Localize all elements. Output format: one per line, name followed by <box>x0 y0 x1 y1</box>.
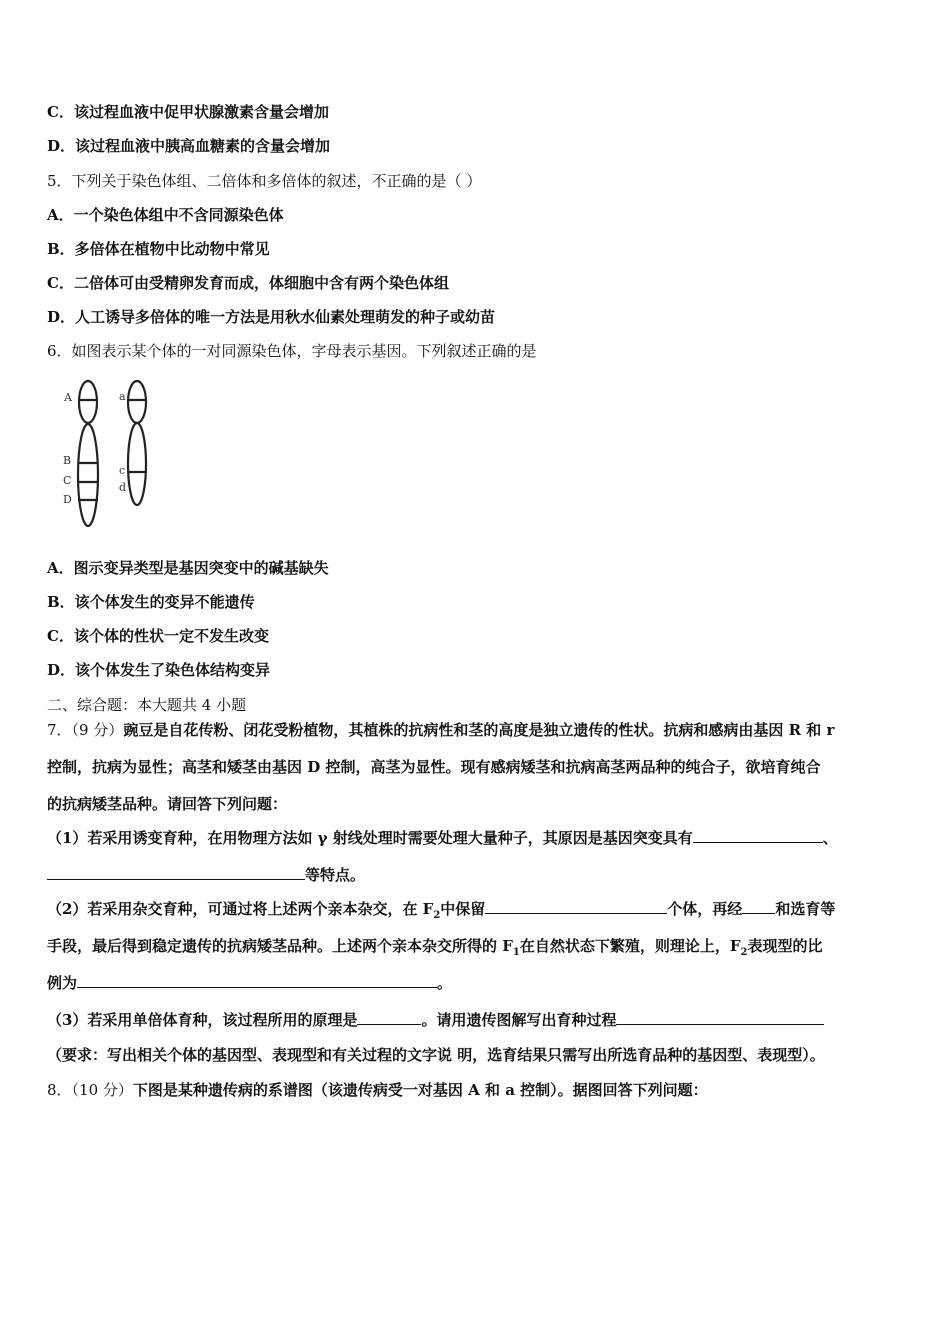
q5-option-a: A．一个染色体组中不含同源染色体 <box>47 206 284 224</box>
q6-option-d: D．该个体发生了染色体结构变异 <box>47 661 271 679</box>
gene-label-D: D <box>63 493 72 506</box>
chromosome-diagram <box>55 378 165 530</box>
q7-part2-line1: （2）若采用杂交育种，可通过将上述两个亲本杂交，在 $F_2$中保留 个体，再经 和选育等 <box>47 900 836 921</box>
q5-option-d: D．人工诱导多倍体的唯一方法是用秋水仙素处理萌发的种子或幼苗 <box>47 308 496 326</box>
answer-blank[interactable] <box>485 899 667 914</box>
q8-number: 8．（10 分） <box>47 1081 133 1099</box>
q7-stem-line3: 的抗病矮茎品种。请回答下列问题： <box>47 795 288 813</box>
answer-blank[interactable] <box>742 899 775 914</box>
answer-blank[interactable] <box>47 865 305 880</box>
q6-option-b: B．该个体发生的变异不能遗传 <box>47 593 255 611</box>
q5-stem: 5．下列关于染色体组、二倍体和多倍体的叙述，不正确的是（ ） <box>47 172 482 190</box>
answer-blank[interactable] <box>616 1010 824 1025</box>
section-heading: 二、综合题：本大题共 4 小题 <box>47 696 247 714</box>
gene-label-C: C <box>63 474 72 487</box>
q7-stem-line2: 控制，抗病为显性；高茎和矮茎由基因 D 控制，高茎为显性。现有感病矮茎和抗病高茎两品种的纯合子，欲培育纯合 <box>47 758 821 776</box>
gene-label-c: c <box>119 464 126 477</box>
q5-option-b: B．多倍体在植物中比动物中常见 <box>47 240 270 258</box>
q7-part3-line2: （要求：写出相关个体的基因型、表现型和有关过程的文字说 明，选育结果只需写出所选育品种的基因型、表现型）。 <box>47 1046 825 1064</box>
gene-label-d: d <box>119 481 127 494</box>
q4-option-d: D．该过程血液中胰高血糖素的含量会增加 <box>47 137 331 155</box>
left-chromosome <box>78 381 98 526</box>
right-chromosome <box>128 381 146 505</box>
q6-option-c: C．该个体的性状一定不发生改变 <box>47 627 269 645</box>
q7-part3-line1: （3）若采用单倍体育种，该过程所用的原理是 。请用遗传图解写出育种过程 <box>47 1010 824 1030</box>
gene-label-a: a <box>119 390 126 403</box>
q5-option-c: C．二倍体可由受精卵发育而成，体细胞中含有两个染色体组 <box>47 274 449 292</box>
q7-part1-line2: 等特点。 <box>47 865 365 885</box>
q7-part1-line1: （1）若采用诱变育种，在用物理方法如 γ 射线处理时需要处理大量种子，其原因是基因突变具有 、 <box>47 829 838 847</box>
q7-stem-line1: 7．（9 分）豌豆是自花传粉、闭花受粉植物，其植株的抗病性和茎的高度是独立遗传的性状。抗病和感病由基因 R 和 r <box>47 721 835 739</box>
q6-option-a: A．图示变异类型是基因突变中的碱基缺失 <box>47 559 329 577</box>
q8-stem: 8．（10 分）下图是某种遗传病的系谱图（该遗传病受一对基因 A 和 a 控制）。据图回答下列问题： <box>47 1081 708 1099</box>
answer-blank[interactable] <box>357 1010 421 1025</box>
q7-number: 7．（9 分） <box>47 721 124 739</box>
answer-blank[interactable] <box>77 973 437 988</box>
gene-label-A: A <box>64 391 72 404</box>
answer-blank[interactable] <box>693 828 823 843</box>
q7-part2-line2: 手段，最后得到稳定遗传的抗病矮茎品种。上述两个亲本杂交所得的 $F_1$在自然状态下繁殖，则理论上，$F_2$表现型的比 <box>47 937 823 958</box>
q6-stem: 6．如图表示某个体的一对同源染色体，字母表示基因。下列叙述正确的是 <box>47 342 537 360</box>
chromosome-figure <box>55 378 165 530</box>
gene-label-B: B <box>63 454 72 467</box>
q7-part2-line3: 例为 。 <box>47 974 453 992</box>
q4-option-c: C．该过程血液中促甲状腺激素含量会增加 <box>47 103 329 121</box>
